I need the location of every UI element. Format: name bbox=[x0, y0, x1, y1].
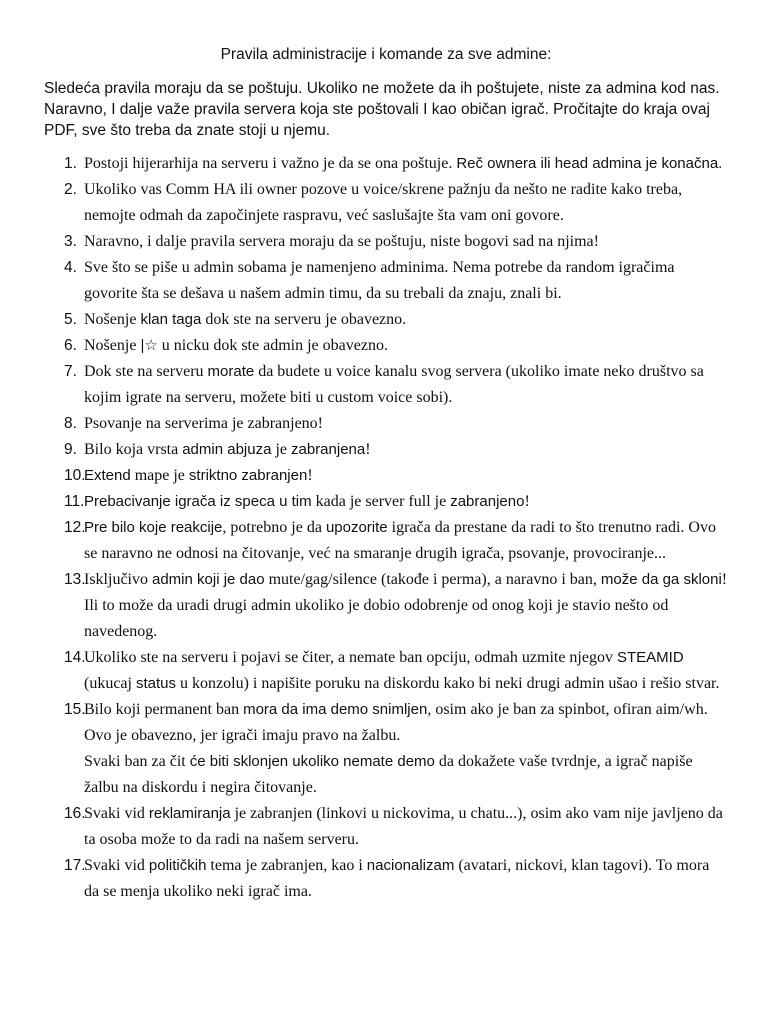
rule-text: mute/gag/silence (takođe i perma), a naravno i ban, bbox=[264, 571, 601, 588]
rule-emphasis: Extend bbox=[84, 467, 131, 484]
rule-item bbox=[44, 437, 728, 463]
rule-body bbox=[84, 359, 728, 411]
rule-number: 8. bbox=[64, 415, 77, 432]
rule-text: je zabranjen (linkovi u nickovima, u chatu...), osim ako vam nije javljeno da ta osoba može to da radi na našem serveru. bbox=[84, 805, 723, 848]
rule-number: 5. bbox=[64, 311, 77, 328]
rule-body bbox=[84, 801, 728, 853]
rule-text: Psovanje na serverima je zabranjeno! bbox=[84, 415, 324, 432]
rule-number: 12. bbox=[64, 519, 86, 536]
rule-text: ! bbox=[307, 467, 313, 484]
rule-emphasis: admin abjuza bbox=[182, 441, 272, 458]
rule-text: (avatari, nickovi, klan tagovi). To mora da se menja ukoliko neki igrač ima. bbox=[84, 857, 710, 900]
rule-item bbox=[44, 463, 728, 489]
rule-item bbox=[44, 853, 728, 905]
rules-list bbox=[44, 151, 728, 905]
rule-emphasis: reklamiranja bbox=[148, 805, 231, 822]
rule-extra-paragraph bbox=[84, 749, 728, 801]
rule-item bbox=[44, 515, 728, 567]
rule-body bbox=[84, 437, 728, 463]
rule-number: 7. bbox=[64, 363, 77, 380]
rule-number: 2. bbox=[64, 181, 77, 198]
rule-emphasis: klan taga bbox=[140, 311, 202, 328]
rule-body bbox=[84, 177, 728, 229]
rule-text: kada je server full je bbox=[311, 493, 451, 510]
rule-emphasis: admin koji je dao bbox=[152, 571, 265, 588]
rule-number: 11. bbox=[64, 493, 85, 510]
rule-emphasis: status bbox=[135, 675, 177, 692]
rule-text: Svaki vid bbox=[84, 857, 149, 874]
rule-emphasis: Pre bilo koje reakcije bbox=[84, 519, 223, 536]
rule-text: Isključivo bbox=[84, 571, 152, 588]
rule-number: 17. bbox=[64, 857, 86, 874]
rule-item bbox=[44, 177, 728, 229]
rule-body bbox=[84, 515, 728, 567]
rule-text: Nošenje bbox=[84, 311, 141, 328]
rule-number: 14. bbox=[64, 649, 86, 666]
rule-text: (ukucaj bbox=[84, 675, 136, 692]
rule-body bbox=[84, 489, 728, 515]
rule-emphasis: političkih bbox=[148, 857, 207, 874]
rule-text: mape je bbox=[130, 467, 189, 484]
rule-item bbox=[44, 567, 728, 645]
rule-emphasis: nacionalizam bbox=[366, 857, 455, 874]
rule-text: Ukoliko ste na serveru i pojavi se čiter, a nemate ban opciju, odmah uzmite njegov bbox=[84, 649, 617, 666]
rule-text: Postoji hijerarhija na serveru i važno je da se ona poštuje. bbox=[84, 155, 457, 172]
rule-item bbox=[44, 359, 728, 411]
rule-item bbox=[44, 801, 728, 853]
rule-text: ! Ili to može da uradi drugi admin ukoliko je dobio odobrenje od onog koji je stavio nešto od navedenog. bbox=[84, 571, 728, 640]
rule-number: 10. bbox=[64, 467, 86, 484]
rule-text: Ukoliko vas Comm HA ili owner pozove u voice/skrene pažnju da nešto ne radite kako treba, nemojte odmah da započinjete raspravu, već saslušajte šta vam oni govore. bbox=[84, 181, 683, 224]
rule-emphasis: STEAMID bbox=[616, 649, 684, 666]
rule-body bbox=[84, 333, 728, 359]
rule-text: , osim ako je ban za spinbot, ofiran aim/wh. Ovo je obavezno, jer igrači imaju pravo na žalbu. bbox=[84, 701, 708, 744]
document-title: Pravila administracije i komande za sve admine: bbox=[220, 46, 552, 63]
rule-number: 1. bbox=[64, 155, 77, 172]
rule-emphasis: zabranjeno bbox=[450, 493, 525, 510]
rule-number: 3. bbox=[64, 233, 77, 250]
rule-body bbox=[84, 151, 728, 177]
rule-text: , potrebno je da bbox=[222, 519, 326, 536]
rule-number: 4. bbox=[64, 259, 77, 276]
rule-item bbox=[44, 411, 728, 437]
rule-body bbox=[84, 853, 728, 905]
rule-emphasis: morate bbox=[207, 363, 255, 380]
rule-text: ! bbox=[365, 441, 371, 458]
rule-item bbox=[44, 333, 728, 359]
rule-item bbox=[44, 697, 728, 801]
rule-item bbox=[44, 255, 728, 307]
rule-item bbox=[44, 229, 728, 255]
rule-emphasis: zabranjena bbox=[291, 441, 366, 458]
rule-number: 13. bbox=[64, 571, 86, 588]
rule-text: ! bbox=[524, 493, 530, 510]
rule-body bbox=[84, 567, 728, 645]
rule-emphasis: upozorite bbox=[325, 519, 388, 536]
rule-number: 15. bbox=[64, 701, 86, 718]
rule-emphasis: Reč ownera ili head admina je konačna. bbox=[456, 155, 723, 172]
rule-body bbox=[84, 411, 728, 437]
rule-body bbox=[84, 255, 728, 307]
rule-number: 16. bbox=[64, 805, 86, 822]
rule-text: dok ste na serveru je obavezno. bbox=[201, 311, 407, 328]
rule-text: Svaki ban za čit bbox=[84, 753, 190, 770]
rule-text: igrača da prestane da radi to što trenutno radi. Ovo se naravno ne odnosi na čitovanje, već na smaranje drugih igrača, psovanje, provociranje... bbox=[84, 519, 716, 562]
rule-text: Sve što se piše u admin sobama je namenjeno adminima. Nema potrebe da random igračima govorite šta se dešava u našem admin timu, da su trebali da znaju, znali bi. bbox=[84, 259, 675, 302]
rule-emphasis: mora da ima demo snimljen bbox=[243, 701, 428, 718]
rule-number: 9. bbox=[64, 441, 77, 458]
rule-text: da dokažete vaše tvrdnje, a igrač napiše žalbu na diskordu i negira čitovanje. bbox=[84, 753, 693, 796]
intro-paragraph: Sledeća pravila moraju da se poštuju. Ukoliko ne možete da ih poštujete, niste za admina kod nas. Naravno, I dalje važe pravila servera koja ste poštovali I kao običan igrač. Pročitajte do kraja ovaj PDF, sve što treba da znate stoji u njemu. bbox=[44, 80, 720, 139]
rule-text: Dok ste na serveru bbox=[84, 363, 208, 380]
rule-emphasis: Prebacivanje igrača iz speca u tim bbox=[84, 493, 312, 510]
rule-body bbox=[84, 645, 728, 697]
rule-body bbox=[84, 229, 728, 255]
rule-emphasis: će biti sklonjen ukoliko nemate demo bbox=[189, 753, 435, 770]
rule-text: Nošenje bbox=[84, 337, 141, 354]
rule-text: Bilo koji permanent ban bbox=[84, 701, 244, 718]
rule-text: Naravno, i dalje pravila servera moraju da se poštuju, niste bogovi sad na njima! bbox=[84, 233, 599, 250]
rule-text: Bilo koja vrsta bbox=[84, 441, 183, 458]
rule-item bbox=[44, 307, 728, 333]
rule-body bbox=[84, 307, 728, 333]
rule-emphasis: |☆ bbox=[140, 337, 158, 354]
rule-text: Svaki vid bbox=[84, 805, 149, 822]
rule-body bbox=[84, 697, 728, 749]
rule-emphasis: može da ga skloni bbox=[600, 571, 722, 588]
rule-text: tema je zabranjen, kao i bbox=[206, 857, 367, 874]
rule-body bbox=[84, 463, 728, 489]
rule-number: 6. bbox=[64, 337, 77, 354]
rule-text: da budete u voice kanalu svog servera (ukoliko imate neko društvo sa kojim igrate na serveru, možete biti u custom voice sobi). bbox=[84, 363, 704, 406]
rule-item bbox=[44, 489, 728, 515]
rule-item bbox=[44, 645, 728, 697]
rule-text: u konzolu) i napišite poruku na diskordu kako bi neki drugi admin ušao i rešio stvar. bbox=[176, 675, 720, 692]
rule-text: u nicku dok ste admin je obavezno. bbox=[157, 337, 388, 354]
rule-emphasis: striktno zabranjen bbox=[188, 467, 308, 484]
rule-item bbox=[44, 151, 728, 177]
rule-text: je bbox=[271, 441, 291, 458]
